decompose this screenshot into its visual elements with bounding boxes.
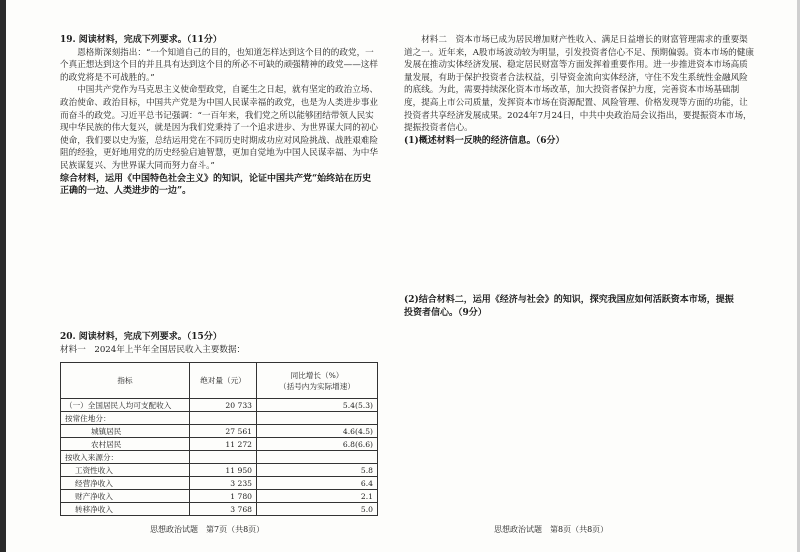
table-header-growth <box>257 363 378 399</box>
table-cell-name: 农村居民 <box>61 438 190 451</box>
q20-title: 20. 阅读材料，完成下列要求。（15分） <box>60 332 222 342</box>
table-cell-growth: 5.4(5.3) <box>257 399 378 412</box>
table-cell-name: 城镇居民 <box>61 425 190 438</box>
q20-sub1: (1)概述材料一反映的经济信息。（6分） <box>404 135 565 146</box>
table-row <box>61 490 378 503</box>
table-row <box>61 399 378 412</box>
table-cell-growth: 2.1 <box>257 490 378 503</box>
table-cell-name: （一）全国居民人均可支配收入 <box>61 399 190 412</box>
table-cell-name: 按收入来源分： <box>61 451 190 464</box>
table-cell-name: 经营净收入 <box>61 477 190 490</box>
table-row <box>61 451 378 464</box>
table-cell-abs: 11 272 <box>190 438 257 451</box>
scan-edge <box>0 0 6 552</box>
income-table <box>60 362 378 516</box>
table-header-growth-main: 同比增长（%） <box>290 370 344 380</box>
footer-page-8: 思想政治试题 第8页（共8页） <box>494 525 609 534</box>
table-row <box>61 477 378 490</box>
page-7-column <box>60 34 378 198</box>
q19-quote: 恩格斯深刻指出：“一个知道自己的目的，也知道怎样达到这个目的的政党，一个真正想达到这个目的并且具有达到这个目的所必不可缺的顽强精神的政党——这样的政党将是不可战胜的。” <box>60 47 378 83</box>
q20-sub2: (2)结合材料二，运用《经济与社会》的知识，探究我国应如何活跃资本市场，提振投资者信心。（9分） <box>404 295 734 318</box>
table-cell-abs <box>190 412 257 425</box>
table-cell-abs <box>190 451 257 464</box>
table-cell-name: 按常住地分： <box>61 412 190 425</box>
table-cell-growth: 6.4 <box>257 477 378 490</box>
table-cell-name: 工资性收入 <box>61 464 190 477</box>
table-header-indicator: 指标 <box>61 363 190 399</box>
table-cell-growth: 6.8(6.6) <box>257 438 378 451</box>
q20-material2: 材料二 资本市场已成为居民增加财产性收入、满足日益增长的财富管理需求的重要渠道之一。近年来，A股市场波动较为明显，引发投资者信心不足、预期偏弱。资本市场的健康发展在推动实体经济发展、稳定居民财富等方面发挥着重要作用。进一步推进资本市场高质量发展，有助于保护投资者合法权益，引导资金流向实体经济，守住不发生系统性金融风险的底线。为此，需要持续深化资本市场改革，加大投资者保护力度，完善资本市场基础制度，提高上市公司质量，发挥资本市场在资源配置、风险管理、价格发现等方面的功能，让投资者共享经济发展成果。2024年7月24日，中共中央政治局会议指出，要提振资本市场，提振投资者信心。 <box>404 35 754 134</box>
q20-block <box>60 331 378 356</box>
table-cell-name: 转移净收入 <box>61 503 190 516</box>
table-cell-growth: 5.8 <box>257 464 378 477</box>
table-header-growth-note: （括号内为实际增速） <box>279 381 355 391</box>
table-cell-abs: 11 950 <box>190 464 257 477</box>
table-cell-growth <box>257 412 378 425</box>
table-cell-abs: 27 561 <box>190 425 257 438</box>
table-cell-growth: 4.6(4.5) <box>257 425 378 438</box>
table-row <box>61 464 378 477</box>
q19-task: 综合材料，运用《中国特色社会主义》的知识，论证中国共产党“始终站在历史正确的一边、人类进步的一边”。 <box>60 173 372 197</box>
table-row <box>61 425 378 438</box>
q19-title: 19. 阅读材料，完成下列要求。（11分） <box>60 35 222 45</box>
q20-sub2-block <box>404 294 734 320</box>
table-cell-growth <box>257 451 378 464</box>
table-row <box>61 412 378 425</box>
table-header-absolute: 绝对量（元） <box>190 363 257 399</box>
table-cell-abs: 3 768 <box>190 503 257 516</box>
page-8-column <box>404 34 754 147</box>
q19-material: 中国共产党作为马克思主义使命型政党，自诞生之日起，就有坚定的政治立场、政治使命、政治目标，中国共产党是为中国人民谋幸福的政党，也是为人类进步事业而奋斗的政党。习近平总书记强调：“一百年来，我们党之所以能够团结带领人民实现中华民族的伟大复兴，就是因为我们党秉持了一个追求进步、为世界谋大同的初心使命，我们要以史为鉴，总结运用党在不同历史时期成功应对风险挑战、战胜艰难险阻的经验，更好地用党的历史经验启迪智慧，更加自觉地为中国人民谋幸福、为中华民族谋复兴、为世界谋大同而努力奋斗。” <box>60 85 378 171</box>
table-cell-growth: 5.0 <box>257 503 378 516</box>
table-cell-abs: 1 780 <box>190 490 257 503</box>
table-row <box>61 503 378 516</box>
q20-material1-title: 材料一 2024年上半年全国居民收入主要数据： <box>60 344 246 355</box>
table-cell-abs: 20 733 <box>190 399 257 412</box>
table-cell-abs: 3 235 <box>190 477 257 490</box>
footer-page-7: 思想政治试题 第7页（共8页） <box>150 525 265 534</box>
table-row <box>61 438 378 451</box>
table-cell-name: 财产净收入 <box>61 490 190 503</box>
